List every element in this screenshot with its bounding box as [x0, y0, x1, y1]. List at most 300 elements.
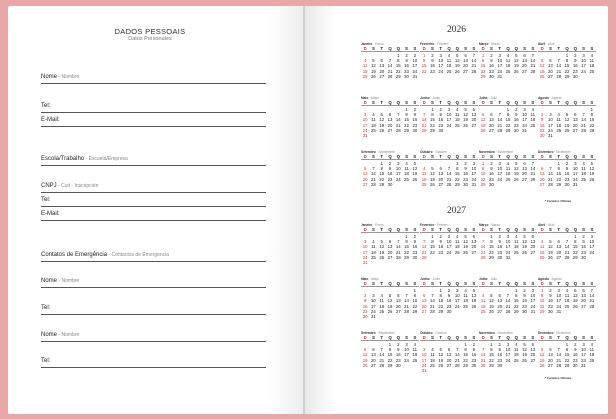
day-cell: 24	[395, 176, 401, 182]
day-cell: 3	[472, 160, 476, 166]
day-cell: 20	[522, 171, 527, 177]
weekday-letter: Q	[506, 46, 510, 51]
day-cell: 19	[522, 352, 527, 358]
weekday-letter: S	[472, 227, 476, 232]
field-line[interactable]	[41, 112, 266, 113]
day-cell: 1	[540, 287, 544, 293]
day-cell: 13	[471, 112, 477, 118]
week-row	[361, 260, 419, 265]
day-cell: 6	[523, 160, 526, 166]
day-cell: 29	[379, 181, 385, 187]
day-cell: 22	[430, 122, 435, 128]
page-subtitle: Datos Personales	[128, 36, 172, 42]
month-setembro	[361, 331, 419, 379]
week-row	[538, 255, 596, 260]
day-cell: 22	[421, 68, 427, 74]
day-cell: 23	[497, 357, 503, 363]
day-cell: 28	[556, 73, 562, 79]
day-cell: 28	[430, 308, 435, 314]
weekday-letter: S	[548, 335, 552, 340]
field-label-text: Escola/Trabalho	[41, 156, 85, 162]
field-line[interactable]	[41, 341, 266, 342]
day-cell: 11	[455, 239, 460, 245]
day-cell	[520, 363, 528, 368]
month-name: Março · Marzo	[479, 42, 501, 46]
day-cell: 11	[514, 347, 519, 353]
field-label-text: Contatos de Emergência	[41, 252, 108, 258]
day-cell: 1	[506, 106, 510, 112]
month-name: Dezembro · Diciembre	[538, 331, 571, 335]
day-cell: 26	[438, 362, 444, 368]
field-label-text: Nome	[41, 332, 58, 338]
day-cell: 1	[431, 106, 434, 112]
day-cell: 14	[497, 117, 503, 123]
day-cell	[386, 314, 394, 319]
week-row	[538, 309, 596, 314]
day-cell: 10	[556, 293, 562, 299]
day-cell: 25	[371, 254, 376, 260]
weekday-letter: S	[405, 227, 408, 232]
day-cell: 8	[490, 347, 493, 353]
field-line[interactable]	[41, 367, 266, 368]
day-cell: 23	[438, 249, 444, 255]
day-cell: 13	[530, 347, 536, 353]
weekday-header	[420, 154, 478, 160]
day-cell: 17	[572, 171, 578, 177]
form-field[interactable]	[41, 117, 266, 123]
day-cell: 28	[471, 68, 477, 74]
weekday-letter: Q	[396, 227, 400, 232]
day-cell: 1	[431, 233, 434, 239]
day-cell: 14	[556, 63, 562, 69]
field-line[interactable]	[41, 165, 266, 166]
day-cell: 12	[362, 352, 368, 358]
day-cell	[453, 255, 461, 260]
week-row	[479, 74, 537, 79]
day-cell: 31	[556, 308, 562, 314]
weekday-letter: S	[489, 100, 493, 105]
field-label-text: Nome	[41, 74, 58, 80]
day-cell: 28	[387, 73, 393, 79]
field-label-translation: - Nombre	[57, 74, 80, 80]
weekday-header	[420, 100, 478, 106]
day-cell: 1	[388, 341, 392, 347]
day-cell: 23	[539, 127, 545, 133]
weekday-letter: T	[439, 227, 443, 232]
day-cell: 28	[454, 362, 460, 368]
weekday-letter: S	[531, 46, 535, 51]
day-cell: 10	[572, 166, 578, 172]
weekday-letter: D	[422, 100, 426, 105]
month-name: Novembro · Noviembre	[479, 331, 514, 335]
month-name: Janeiro · Enero	[361, 223, 384, 227]
day-cell: 15	[564, 63, 570, 69]
day-cell: 21	[530, 63, 536, 69]
day-cell	[386, 133, 394, 138]
month-junho	[420, 96, 478, 144]
day-cell	[394, 133, 402, 138]
left-page	[8, 6, 303, 414]
day-cell: 7	[565, 239, 569, 245]
day-cell: 10	[446, 112, 452, 118]
day-cell	[529, 363, 537, 368]
day-cell: 14	[556, 352, 562, 358]
day-cell	[579, 133, 587, 138]
form-field[interactable]	[41, 358, 266, 364]
day-cell: 14	[404, 298, 409, 304]
day-cell: 18	[362, 68, 368, 74]
day-cell: 22	[463, 357, 468, 363]
day-cell	[411, 182, 419, 187]
day-cell	[588, 363, 596, 368]
day-cell: 21	[421, 249, 427, 255]
day-cell: 21	[505, 303, 511, 309]
form-field[interactable]	[41, 332, 266, 338]
field-line[interactable]	[41, 83, 266, 84]
day-cell: 16	[522, 298, 527, 304]
day-cell: 9	[574, 347, 577, 353]
day-cell	[445, 255, 453, 260]
day-cell: 3	[413, 52, 417, 58]
day-cell: 26	[539, 362, 545, 368]
day-cell: 25	[404, 176, 409, 182]
day-cell: 29	[412, 308, 418, 314]
day-cell: 10	[497, 166, 503, 172]
day-cell: 17	[362, 249, 368, 255]
day-cell: 27	[421, 308, 427, 314]
weekday-letter: Q	[506, 100, 510, 105]
day-cell: 7	[557, 347, 560, 353]
day-cell	[453, 128, 461, 133]
day-cell: 3	[582, 341, 585, 347]
day-cell: 16	[548, 298, 553, 304]
weekday-letter: S	[430, 46, 434, 51]
day-cell: 17	[497, 171, 503, 177]
day-cell: 8	[431, 112, 434, 118]
day-cell: 21	[379, 357, 385, 363]
day-cell: 14	[480, 244, 486, 250]
weekday-header	[361, 154, 419, 160]
month-name: Setembro · Septiembre	[361, 150, 395, 154]
day-cell: 5	[472, 287, 476, 293]
day-cell: 18	[505, 171, 511, 177]
day-cell: 5	[549, 239, 552, 245]
day-cell: 19	[412, 171, 418, 177]
day-cell: 15	[505, 117, 511, 123]
day-cell	[520, 255, 528, 260]
day-cell: 25	[421, 181, 427, 187]
day-cell: 2	[363, 293, 367, 299]
day-cell: 26	[362, 362, 368, 368]
weekday-letter: Q	[514, 227, 518, 232]
field-label	[41, 211, 266, 217]
day-cell: 26	[513, 176, 519, 182]
form-field[interactable]	[41, 156, 266, 162]
day-cell: 17	[446, 117, 452, 123]
day-cell: 14	[480, 352, 486, 358]
day-cell	[445, 128, 453, 133]
weekday-letter: Q	[573, 154, 577, 159]
day-cell: 22	[505, 122, 511, 128]
day-cell: 26	[480, 127, 486, 133]
weekday-letter: S	[413, 335, 417, 340]
day-cell: 14	[421, 244, 427, 250]
day-cell: 19	[379, 122, 385, 128]
day-cell: 26	[471, 303, 477, 309]
day-cell: 10	[505, 239, 511, 245]
day-cell: 25	[505, 68, 511, 74]
day-cell	[378, 133, 386, 138]
day-cell	[579, 309, 587, 314]
day-cell: 31	[548, 133, 553, 139]
day-cell: 9	[447, 293, 451, 299]
day-cell: 26	[454, 68, 460, 74]
day-cell: 23	[572, 68, 578, 74]
day-cell: 14	[530, 166, 536, 172]
day-cell: 21	[454, 357, 460, 363]
day-cell: 28	[589, 303, 595, 309]
form-field[interactable]	[41, 103, 266, 109]
month-dezembro	[538, 331, 596, 379]
day-cell: 30	[548, 308, 553, 314]
weekday-letter: S	[590, 281, 594, 286]
month-novembro	[479, 150, 537, 198]
weekday-header	[479, 100, 537, 106]
day-cell: 18	[446, 63, 452, 69]
weekday-letter: S	[489, 227, 493, 232]
field-label-text: Tel:	[41, 305, 51, 311]
day-cell: 16	[497, 352, 503, 358]
day-cell	[512, 182, 520, 187]
day-cell: 18	[454, 244, 460, 250]
day-cell: 13	[463, 58, 468, 64]
day-cell: 26	[572, 303, 578, 309]
day-cell: 4	[590, 52, 594, 58]
day-cell: 29	[505, 127, 511, 133]
weekday-letter: D	[422, 227, 426, 232]
day-cell: 5	[456, 52, 459, 58]
day-cell: 23	[412, 122, 418, 128]
day-cell: 23	[463, 176, 468, 182]
weekday-letter: T	[439, 281, 443, 286]
day-cell: 24	[412, 68, 418, 74]
day-cell: 29	[564, 73, 570, 79]
weekday-header	[479, 281, 537, 287]
field-line[interactable]	[41, 206, 266, 207]
weekday-header	[361, 335, 419, 341]
day-cell: 19	[371, 68, 376, 74]
weekday-letter: Q	[455, 46, 459, 51]
day-cell: 9	[498, 347, 501, 353]
weekday-letter: D	[481, 154, 485, 159]
day-cell	[496, 182, 504, 187]
day-cell: 23	[412, 249, 418, 255]
day-cell: 31	[581, 362, 586, 368]
field-label	[41, 252, 266, 258]
day-cell: 12	[387, 298, 393, 304]
day-cell: 15	[564, 352, 570, 358]
field-line[interactable]	[41, 287, 266, 288]
month-name: Outubro · Octubre	[420, 331, 447, 335]
weekday-letter: Q	[514, 281, 518, 286]
day-cell: 25	[556, 127, 562, 133]
day-cell: 18	[463, 298, 468, 304]
form-field[interactable]	[41, 278, 266, 284]
day-cell: 7	[549, 166, 552, 172]
day-cell: 13	[421, 298, 427, 304]
weekday-letter: S	[464, 281, 467, 286]
day-cell: 8	[490, 239, 493, 245]
day-cell: 22	[564, 68, 570, 74]
month-name: Maio · Mayo	[361, 96, 379, 100]
day-cell: 30	[539, 133, 545, 139]
day-cell: 6	[388, 239, 392, 245]
day-cell: 6	[397, 293, 400, 299]
day-cell: 26	[522, 357, 527, 363]
weekday-letter: S	[472, 335, 476, 340]
weekday-letter: D	[363, 335, 367, 340]
day-cell: 30	[522, 308, 527, 314]
field-label-text: Tel:	[41, 358, 51, 364]
day-cell: 16	[387, 171, 393, 177]
day-cell: 6	[540, 166, 544, 172]
weekday-letter: Q	[396, 100, 400, 105]
form-field[interactable]	[41, 197, 266, 203]
day-cell: 8	[481, 166, 485, 172]
day-cell: 20	[497, 303, 503, 309]
day-cell: 20	[463, 63, 468, 69]
day-cell: 16	[539, 122, 545, 128]
day-cell: 15	[404, 244, 409, 250]
day-cell: 8	[413, 293, 417, 299]
weekday-letter: Q	[573, 227, 577, 232]
weekday-letter: Q	[455, 154, 459, 159]
day-cell: 11	[581, 166, 586, 172]
day-cell: 31	[522, 127, 527, 133]
form-field[interactable]	[41, 305, 266, 311]
day-cell: 30	[395, 362, 401, 368]
day-cell: 22	[412, 303, 418, 309]
day-cell: 1	[456, 160, 459, 166]
day-cell: 27	[371, 362, 376, 368]
weekday-letter: S	[590, 46, 594, 51]
day-cell: 20	[395, 303, 401, 309]
weekday-letter: Q	[455, 335, 459, 340]
weekday-header	[479, 154, 537, 160]
day-cell	[453, 309, 461, 314]
day-cell: 21	[556, 357, 562, 363]
field-line[interactable]	[41, 192, 266, 193]
day-cell: 5	[523, 233, 526, 239]
day-cell: 15	[454, 171, 460, 177]
day-cell	[402, 314, 410, 319]
weekday-letter: D	[481, 227, 485, 232]
day-cell: 11	[430, 352, 435, 358]
form-field[interactable]	[41, 183, 266, 189]
weekday-letter: S	[371, 227, 375, 232]
day-cell: 20	[539, 176, 545, 182]
day-cell: 2	[582, 233, 585, 239]
weekday-letter: Q	[573, 335, 577, 340]
day-cell: 5	[388, 293, 392, 299]
weekday-letter: D	[540, 335, 544, 340]
day-cell: 24	[446, 249, 452, 255]
month-dezembro	[538, 150, 596, 198]
form-field[interactable]	[41, 211, 266, 217]
week-row	[538, 363, 596, 368]
day-cell: 25	[379, 308, 385, 314]
day-cell: 19	[589, 171, 595, 177]
day-cell: 3	[405, 341, 408, 347]
day-cell: 14	[371, 171, 376, 177]
weekday-letter: D	[363, 100, 367, 105]
day-cell	[402, 133, 410, 138]
day-cell: 11	[530, 112, 536, 118]
day-cell	[461, 255, 469, 260]
month-name: Dezembro · Diciembre	[538, 150, 571, 154]
day-cell: 8	[540, 293, 544, 299]
day-cell: 11	[589, 58, 595, 64]
weekday-letter: T	[380, 100, 384, 105]
weekday-letter: S	[371, 281, 375, 286]
day-cell: 27	[387, 254, 393, 260]
day-cell: 26	[489, 308, 494, 314]
day-cell: 17	[371, 303, 376, 309]
field-line[interactable]	[41, 261, 266, 262]
day-cell: 15	[489, 352, 494, 358]
month-março	[479, 223, 537, 271]
day-cell: 7	[531, 160, 535, 166]
day-cell: 28	[480, 362, 486, 368]
weekday-letter: T	[439, 335, 443, 340]
weekday-letter: Q	[573, 281, 577, 286]
field-line[interactable]	[41, 126, 266, 127]
day-cell: 1	[397, 52, 400, 58]
day-cell: 21	[589, 298, 595, 304]
weekday-letter: S	[582, 100, 585, 105]
day-cell: 23	[548, 303, 553, 309]
day-cell	[411, 133, 419, 138]
weekday-letter: Q	[447, 154, 451, 159]
day-cell: 4	[565, 287, 569, 293]
day-cell: 27	[556, 254, 562, 260]
field-line[interactable]	[41, 314, 266, 315]
day-cell: 3	[372, 293, 375, 299]
day-cell: 1	[464, 341, 467, 347]
day-cell	[520, 74, 528, 79]
day-cell: 29	[556, 181, 562, 187]
day-cell: 25	[412, 357, 418, 363]
form-field[interactable]	[41, 252, 266, 258]
weekday-letter: S	[413, 281, 417, 286]
page-title: DADOS PESSOAIS	[114, 27, 186, 36]
form-field[interactable]	[41, 74, 266, 80]
day-cell: 26	[513, 68, 519, 74]
day-cell: 12	[480, 117, 486, 123]
day-cell: 13	[379, 63, 385, 69]
day-cell	[579, 74, 587, 79]
day-cell: 13	[438, 171, 444, 177]
day-cell: 24	[404, 357, 409, 363]
day-cell: 5	[380, 239, 383, 245]
day-cell: 19	[463, 117, 468, 123]
day-cell: 26	[539, 73, 545, 79]
day-cell: 29	[404, 127, 409, 133]
weekday-letter: S	[531, 100, 535, 105]
day-cell: 10	[404, 347, 409, 353]
day-cell: 12	[430, 171, 435, 177]
field-line[interactable]	[41, 220, 266, 221]
